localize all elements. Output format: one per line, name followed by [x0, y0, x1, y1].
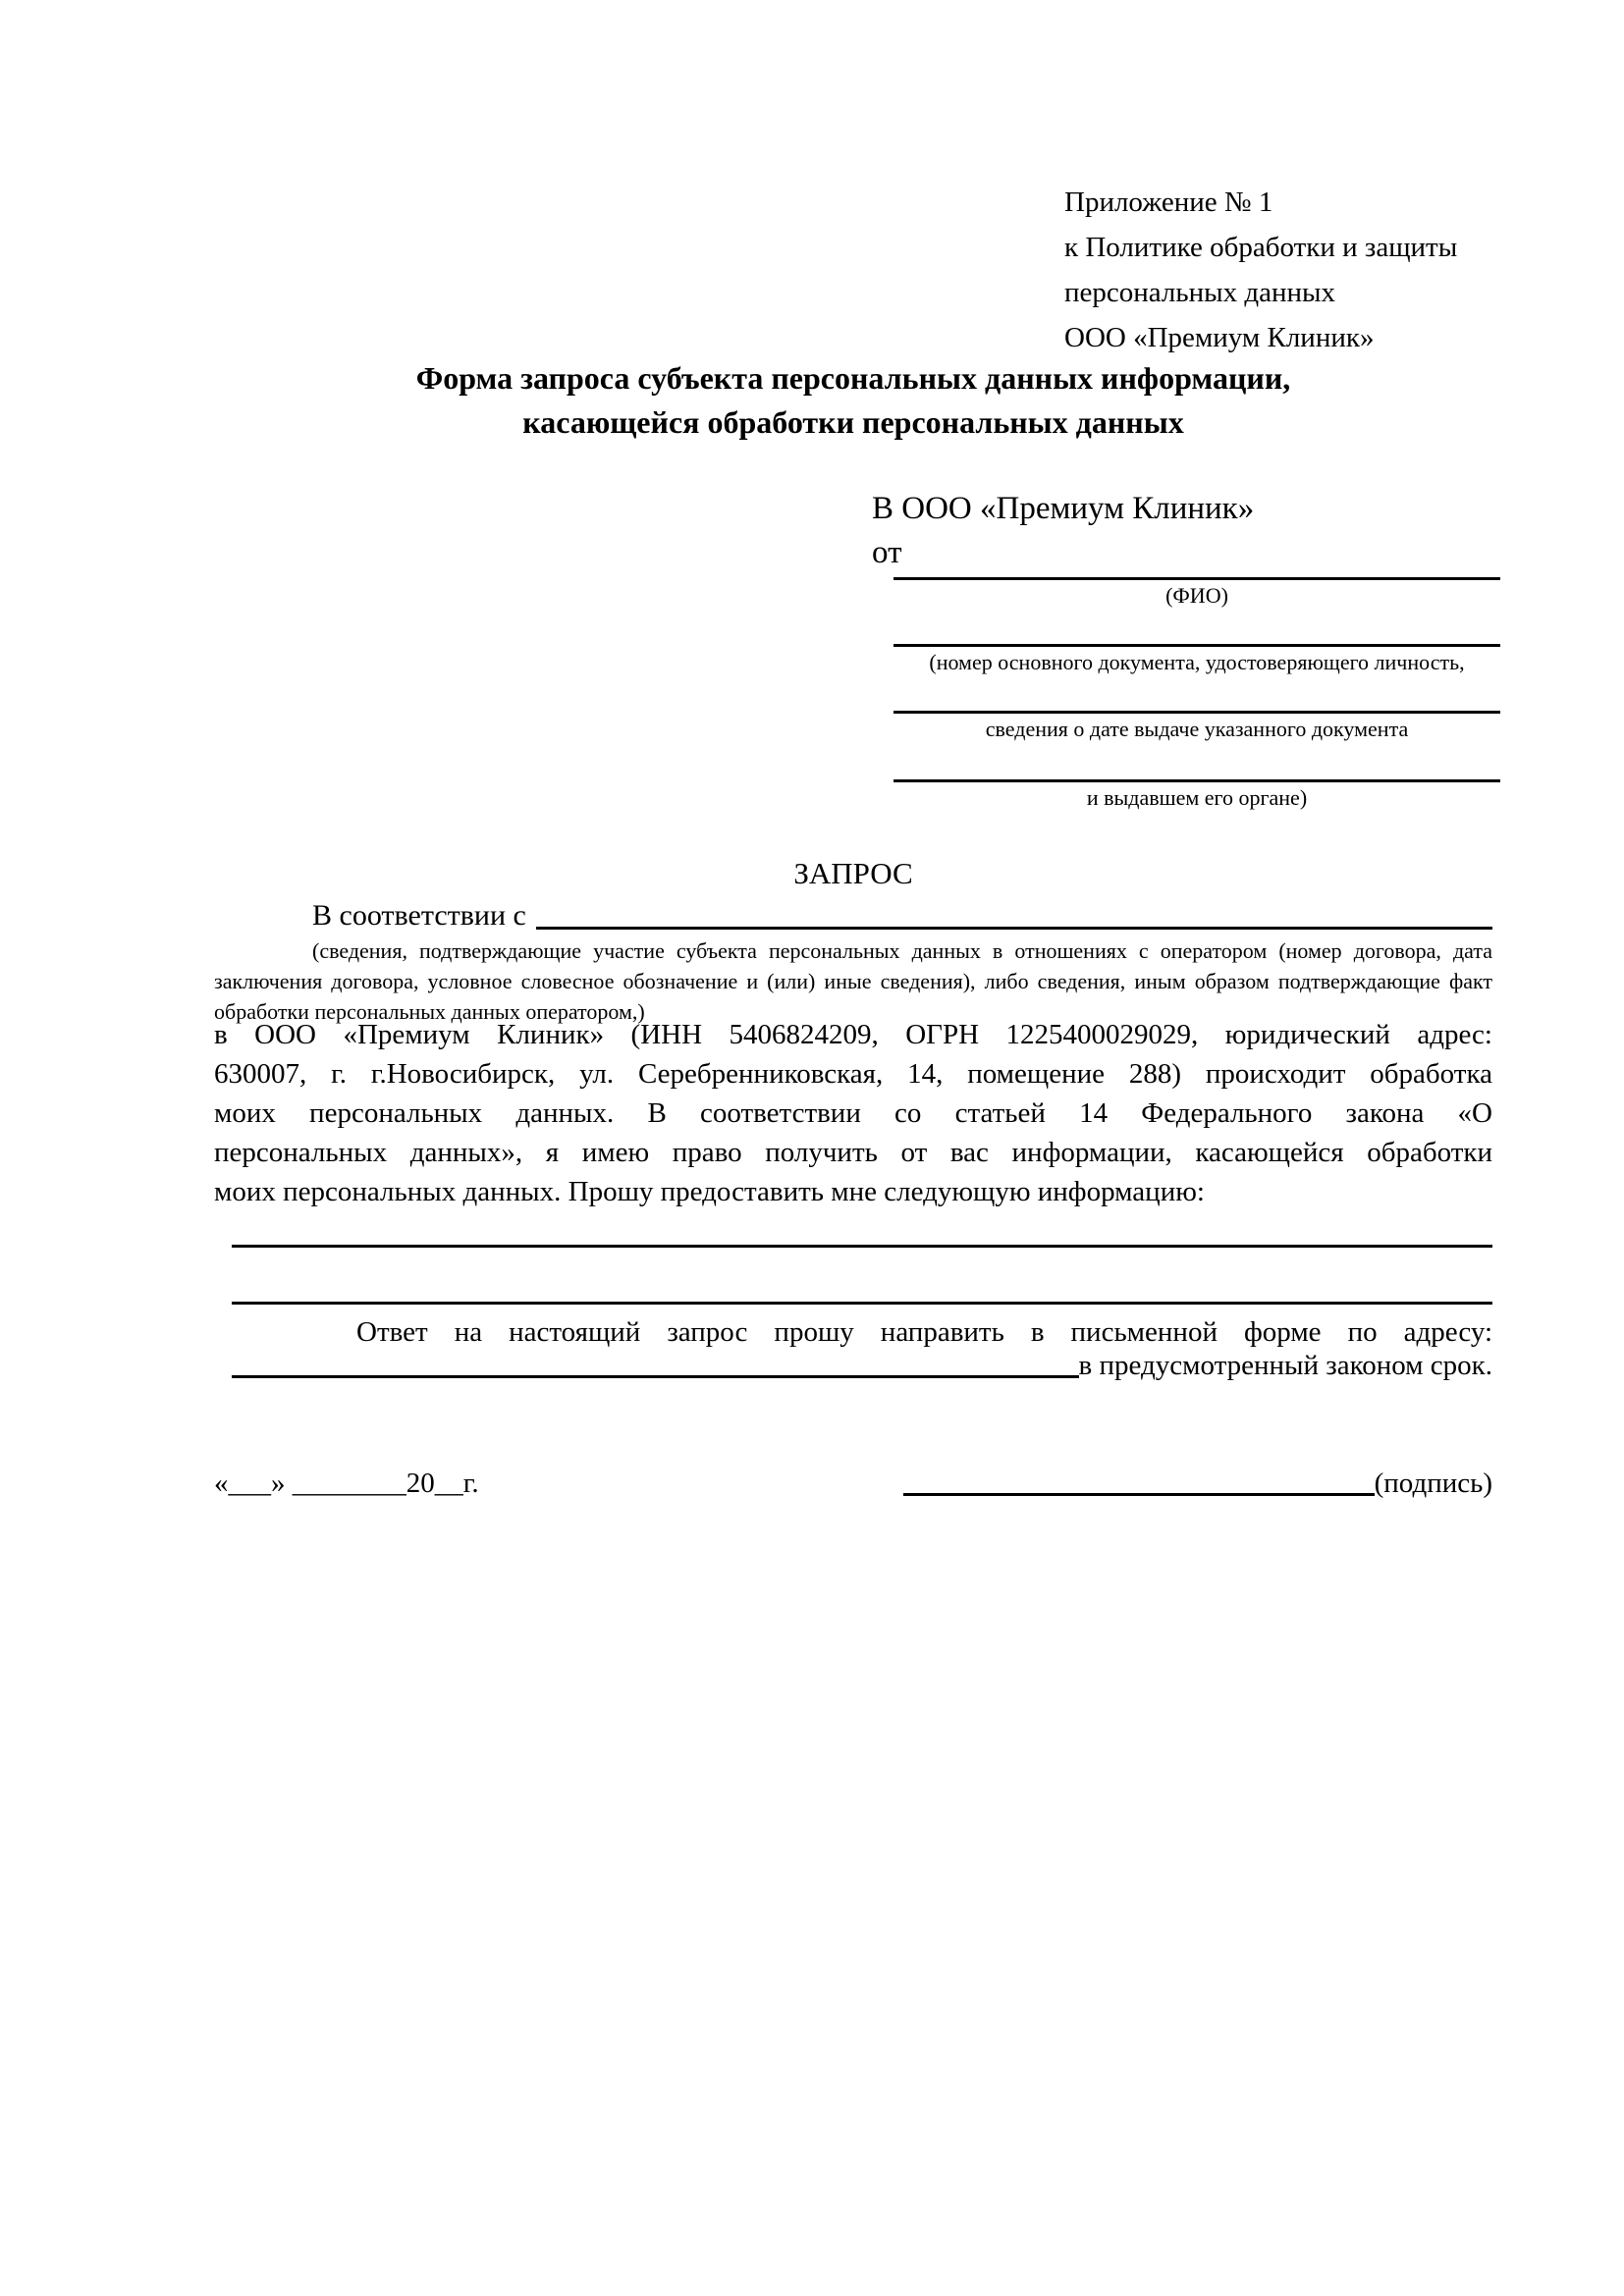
signature-row [903, 1465, 1492, 1502]
accordance-fill-line[interactable] [536, 897, 1492, 930]
accordance-prefix: В соответствии с [312, 899, 526, 932]
fine-print-line-2: заключения договора, условное словесное обозначение и (или) иные сведения), либо сведения, иным образом подтверждающие факт [214, 969, 1492, 993]
address-fill-line[interactable] [232, 1347, 1079, 1378]
addressee-from-label: от [872, 535, 902, 570]
identity-document-caption: (номер основного документа, удостоверяющего личность, [929, 650, 1465, 674]
body-paragraph [214, 1015, 1492, 1211]
addressee-block [872, 489, 1500, 810]
form-title [214, 356, 1492, 445]
fio-fill-line[interactable] [893, 577, 1500, 580]
form-title-line-2: касающейся обработки персональных данных [522, 404, 1184, 440]
issuing-authority-caption: и выдавшем его органе) [1086, 785, 1308, 810]
form-title-line-1: Форма запроса субъекта персональных данных информации, [415, 360, 1291, 396]
appendix-block [1064, 180, 1457, 360]
body-line-3: моих персональных данных. В соответствии со статьей 14 Федерального закона «О [214, 1097, 1492, 1129]
issue-date-fill-line[interactable] [893, 711, 1500, 714]
reply-suffix: в предусмотренный законом срок. [1078, 1350, 1492, 1381]
body-line-2: 630007, г. г.Новосибирск, ул. Серебренниковская, 14, помещение 288) происходит обработка [214, 1058, 1492, 1090]
requested-info-fill-line-2[interactable] [232, 1302, 1492, 1305]
fine-print-line-1: (сведения, подтверждающие участие субъекта персональных данных в отношениях с оператором (номер договора, дата [312, 938, 1492, 963]
signature-caption: (подпись) [1374, 1468, 1492, 1499]
reply-address-row [232, 1347, 1492, 1384]
reply-sentence: Ответ на настоящий запрос прошу направить в письменной форме по адресу: [356, 1316, 1492, 1348]
body-line-1: в ООО «Премиум Клиник» (ИНН 5406824209, ОГРН 1225400029029, юридический адрес: [214, 1019, 1492, 1050]
appendix-line-2: к Политике обработки и защиты [1064, 232, 1458, 263]
body-line-4: персональных данных», я имею право получить от вас информации, касающейся обработки [214, 1137, 1492, 1168]
addressee-organization: В ООО «Премиум Клиник» [872, 491, 1255, 526]
issuing-authority-fill-line[interactable] [893, 779, 1500, 782]
request-heading: ЗАПРОС [793, 856, 913, 890]
appendix-line-3: персональных данных [1064, 277, 1336, 308]
identity-document-fill-line[interactable] [893, 644, 1500, 647]
issue-date-caption: сведения о дате выдаче указанного документа [985, 717, 1409, 741]
fine-print-note [214, 935, 1492, 1027]
fio-caption: (ФИО) [1165, 583, 1228, 608]
body-line-5: моих персональных данных. Прошу предоставить мне следующую информацию: [214, 1176, 1205, 1207]
appendix-line-1: Приложение № 1 [1064, 187, 1273, 218]
signature-fill-line[interactable] [903, 1465, 1375, 1496]
fine-print-line-3: обработки персональных данных оператором,) [214, 999, 645, 1024]
date-line: «___» ________20__г. [214, 1468, 479, 1499]
accordance-row [214, 897, 1492, 934]
requested-info-fill-line-1[interactable] [232, 1245, 1492, 1248]
appendix-line-4: ООО «Премиум Клиник» [1064, 322, 1375, 353]
